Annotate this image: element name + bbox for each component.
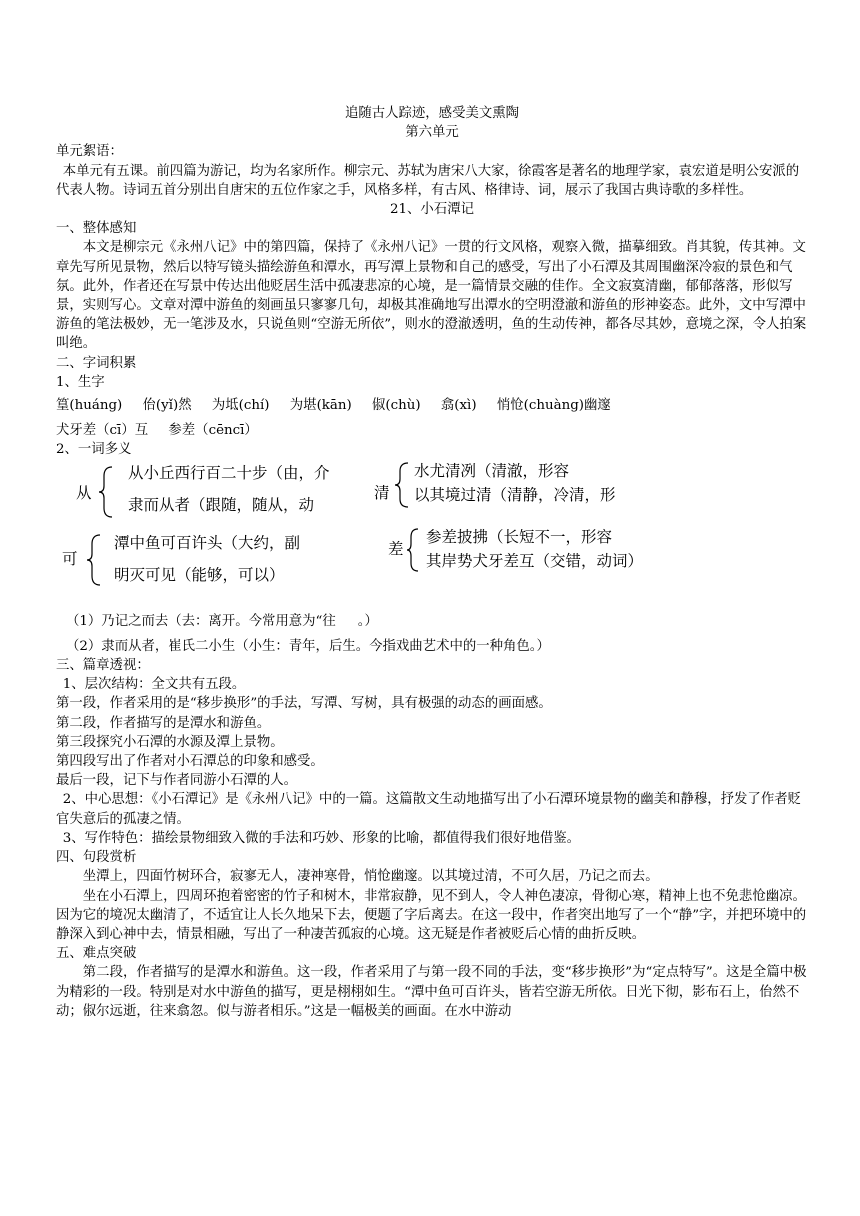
polysemy-char-cha: 差 [388, 539, 404, 558]
gujin-item-2: （2）隶而从者，崔氏二小生（小生：青年，后生。今指戏曲艺术中的一种角色。） [66, 638, 550, 654]
unit-title: 第六单元 [405, 125, 459, 141]
brace-icon [394, 462, 410, 508]
section-4-quote: 坐潭上，四面竹树环合，寂寥无人，凄神寒骨，悄怆幽邃。以其境过清，不可久居，乃记之而去。 [82, 869, 659, 885]
structure-item: 1、层次结构：全文共有五段。 [62, 677, 246, 693]
vocab-item: 犬牙差（cī）互 [56, 423, 149, 439]
section-2-sub-2: 2、一词多义 [56, 442, 132, 458]
vocab-item: 翕(xì) [440, 398, 477, 414]
polysemy-char-cong: 从 [76, 483, 92, 502]
central-idea: 2、中心思想：《小石潭记》是《永州八记》中的一篇。这篇散文生动地描写出了小石潭环境景物的幽美和静穆，抒发了作者贬官失意后的孤凄之情。 [56, 792, 801, 827]
polysemy-cha-line-1: 参差披拂（长短不一，形容 [426, 527, 613, 546]
gujin-item-1-text: （1）乃记之而去（去：离开。今常用意为“往 [66, 613, 336, 629]
intro-label: 单元絮语： [56, 144, 123, 160]
vocab-item: 悄怆(chuàng)幽邃 [496, 398, 611, 414]
polysemy-char-qing: 清 [374, 483, 390, 502]
polysemy-cha-line-2: 其岸势犬牙差互（交错，动词） [426, 551, 644, 570]
gujin-item-1 [56, 612, 808, 631]
section-2-heading: 二、字词积累 [56, 355, 137, 371]
vocab-row-1 [56, 396, 808, 415]
structure-item: 第四段写出了作者对小石潭总的印象和感受。 [56, 754, 324, 770]
structure-item: 第一段，作者采用的是“移步换形”的手法，写潭、写树，具有极强的动态的画面感。 [56, 696, 552, 712]
vocab-row-2 [56, 421, 808, 440]
gujin-item-1-end: 。） [357, 613, 378, 629]
vocab-item: 参差（cēncī） [168, 423, 258, 439]
vocab-item: 为堪(kān) [289, 398, 352, 414]
intro-text: 本单元有五课。前四篇为游记，均为名家所作。柳宗元、苏轼为唐宋八大家，徐霞客是著名的地理学家，袁宏道是明公安派的代表人物。诗词五首分别出自唐宋的五位作家之手，风格多样，有古风、格律诗、词，展示了我国古典诗歌的多样性。 [56, 163, 800, 198]
section-5-heading: 五、难点突破 [56, 946, 137, 962]
brace-icon [406, 528, 420, 572]
lesson-title: 21、小石潭记 [390, 202, 474, 218]
section-2-sub-1: 1、生字 [56, 374, 105, 390]
section-4-text: 坐在小石潭上，四周环抱着密密的竹子和树木，非常寂静，见不到人，令人神色凄凉，骨彻心寒，精神上也不免悲怆幽凉。因为它的境况太幽清了，不适宜让人长久地呆下去，便题了字后离去。在这一段中，作者突出地写了一个“静”字，并把环境中的静深入到心神中去，情景相融，写出了一种凄苦孤寂的心境。这无疑是作者被贬后心情的曲折反映。 [56, 888, 807, 942]
vocab-item: 俶(chù) [372, 398, 421, 414]
section-1-text: 本文是柳宗元《永州八记》中的第四篇，保持了《永州八记》一贯的行文风格，观察入微，描摹细致。肖其貌，传其神。文章先写所见景物，然后以特写镜头描绘游鱼和潭水，再写潭上景物和自己的感受，写出了小石潭及其周围幽深冷寂的景色和气氛。此外，作者还在写景中传达出他贬居生活中孤凄悲凉的心境，是一篇情景交融的佳作。全文寂寞清幽，郁郁落落，形似写景，实则写心。文章对潭中游鱼的刻画虽只寥寥几句，却极其准确地写出潭水的空明澄澈和游鱼的形神姿态。此外，文中写潭中游鱼的笔法极妙，无一笔涉及水，只说鱼则“空游无所依”，则水的澄澈透明，鱼的生动传神，都各尽其妙，意境之深，令人拍案叫绝。 [56, 240, 807, 352]
polysemy-qing-line-1: 水尤清冽（清澈，形容 [414, 461, 570, 480]
polysemy-diagram [56, 460, 808, 608]
structure-item: 第二段，作者描写的是潭水和游鱼。 [56, 715, 271, 731]
structure-item: 第三段探究小石潭的水源及潭上景物。 [56, 734, 284, 750]
section-3-heading: 三、篇章透视： [56, 658, 150, 674]
polysemy-cong-line-1: 从小丘西行百二十步（由，介 [128, 463, 330, 482]
section-4-heading: 四、句段赏析 [56, 850, 137, 866]
vocab-item: 佁(yǐ)然 [142, 398, 192, 414]
document-title: 追随古人踪迹，感受美文熏陶 [344, 106, 520, 121]
section-5-text: 第二段，作者描写的是潭水和游鱼。这一段，作者采用了与第一段不同的手法，变“移步换形”为“定点特写”。这是全篇中极为精彩的一段。特别是对水中游鱼的描写，更是栩栩如生。“潭中鱼可百许头，皆若空游无所依。日光下彻，影布石上，佁然不动；俶尔远逝，往来翕忽。似与游者相乐。”这是一幅极美的画面。在水中游动 [56, 965, 807, 1019]
writing-features: 3、写作特色：描绘景物细致入微的手法和巧妙、形象的比喻，都值得我们很好地借鉴。 [62, 830, 581, 846]
brace-icon [98, 466, 114, 518]
polysemy-qing-line-2: 以其境过清（清静，冷清，形 [414, 485, 616, 504]
section-1-heading: 一、整体感知 [56, 221, 137, 237]
structure-item: 最后一段，记下与作者同游小石潭的人。 [56, 773, 298, 789]
brace-icon [86, 534, 102, 586]
polysemy-ke-line-1: 潭中鱼可百许头（大约，副 [114, 533, 301, 552]
polysemy-char-ke: 可 [62, 549, 78, 568]
polysemy-cong-line-2: 隶而从者（跟随，随从，动 [128, 495, 315, 514]
vocab-item: 篁(huáng) [56, 398, 123, 414]
polysemy-ke-line-2: 明灭可见（能够，可以） [114, 565, 285, 584]
vocab-item: 为坻(chí) [211, 398, 270, 414]
document-page [56, 104, 808, 1021]
